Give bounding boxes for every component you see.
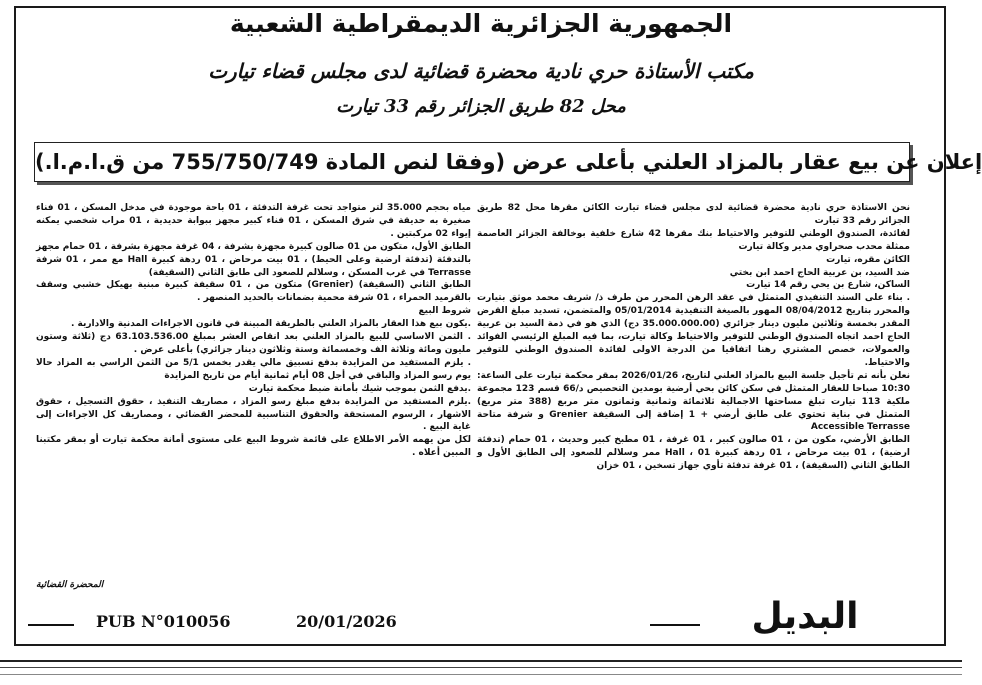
paragraph: الساكن، شارع بن يحي رقم 14 تيارت (746, 280, 910, 291)
left-column (36, 202, 471, 582)
paragraph: نعلن بأنه تم تأجيل جلسة البيع بالمزاد العلني لتاريخ، 2026/01/26 بمقر محكمة تيارت على الساعة: 10:30 صباحا للعقار المتمثل في سكن كائن بحي أرضية بومدين التحصيص د/66 قسم 123 مجموعة ملكية 113 تيارت تبلغ مساحتها الاجمالية ثلاثمائة وثمانية وثمانون متر مربع (388 متر مربع) المتمثل في بناية تحتوي على طابق أرضي + 1 إضافة إلى السقيفة Grenier و شرفة متاحة Accessible Terrasse (477, 370, 910, 433)
paragraph: الكائن مقره، تيارت (826, 254, 910, 265)
footer-rule-left (28, 624, 74, 626)
paragraph: الطابق الأرضي، مكون من ، 01 صالون كبير ، 01 غرفة ، 01 مطبخ كبير وحديث ، 01 حمام (تدفئة ارضية) ، 01 بيت مرحاض ، 01 ردهة كبيرة Hall ، 01 ممر وسلالم للصعود إلى الطابق الأول و الطابق الثاني (السقيفة) ، 01 غرفة تدفئة تأوي جهاز تسخين ، 01 خزان (477, 435, 911, 472)
paragraph: .يلزم المستفيد من المزايدة بدفع مبلغ رسو المزاد ، مصاريف التنفيذ ، حقوق التسجيل ، حقوق الاشهار ، الرسوم المستحقة والحقوق التناسبية للمحضر القضائي ، ومصاريف كل الاجراءات إلى غاية البيع . (36, 396, 471, 433)
page-rule (0, 667, 962, 668)
paragraph: . بناء على السند التنفيذي المتمثل في عقد الرهن المحرر من طرف ذ/ شريف محمد موثق بتيارت والمحرر بتاريخ 08/04/2012 المهور بالصيغة التنفيذية 05/01/2014 والمتضمن، تسديد مبلغ القرض المقدر بخمسة وثلاثين مليون دينار جزائري (35.000.000.00 دج) الذي هو في ذمة السيد بن عربية الحاج احمد اتجاه الصندوق الوطني للتوفير والاحتياط وكالة تيارت، بما فيه المبلغ الرئيسي الفوائد والعمولات، خصص المشتري رهنا اتفاقيا من الدرجة الاولى لفائدة الصندوق الوطني للتوفير والاحتياط. (477, 293, 911, 368)
section-heading: شروط البيع (418, 306, 471, 317)
pub-number: PUB N°010056 (96, 612, 231, 631)
paragraph: الطابق الأول، متكون من 01 صالون كبيرة مجهزة بشرفة ، 04 غرفة مجهزة بشرفة ، 01 حمام مجهز بالتدفئة (تدفئة ارضية وعلى الحيط) ، 01 بيت مرحاض ، 01 ردهة كبيرة Hall مع ممر ، 01 شرفة Terrasse في غرب المسكن ، وسلالم للصعود الى طابق الثاني (السقيفة) (36, 241, 471, 278)
publication-date: 20/01/2026 (296, 612, 397, 631)
paragraph: مياه بحجم 35.000 لتر متواجد تحت غرفة التدفئة ، 01 باحة موجودة في مدخل المسكن ، 01 فناء صغيرة به حديقة في شرق المسكن ، 01 فناء كبير مجهز ببوابة حديدية ، 01 مراب شخصي يمكنه إيواء 02 مركبتين . (36, 203, 471, 239)
paragraph: لكل من يهمه الأمر الاطلاع على قائمة شروط البيع على مستوى أمانة محكمة تيارت أو بمقر مكتبنا المبين أعلاه . (36, 435, 471, 459)
footer-rule-right (650, 624, 700, 626)
paragraph: . الثمن الاساسي للبيع بالمزاد العلني بعد انقاص العشر بمبلغ 63.103.536.00 دج (ثلاثة وستون مليون ومائة وثلاثة الف وخمسمائة وستة وثلاثون دينار جزائري) بأعلى عرض . (36, 332, 471, 355)
paragraph: .يدفع الثمن بموجب شيك بأمانة ضبط محكمة تيارت (248, 383, 471, 394)
right-column (477, 202, 910, 582)
notice-banner: إعلان عن بيع عقار بالمزاد العلني بأعلى عرض (وفقا لنص المادة 755/750/749 من ق.ا.م.ا.) (34, 142, 910, 182)
paragraph: الطابق الثاني (السقيفة) (Grenier) متكون من ، 01 سقيفة كبيرة مبنية بهيكل خشبي وسقف بالقرميد الحمراء ، 01 شرفة محمية بضمانات بالحديد المنصهر . (36, 280, 472, 304)
page-rule (0, 674, 962, 675)
office-address: محل 82 طريق الجزائر رقم 33 تيارت (336, 96, 626, 117)
paragraph: ضد السيد، بن عربية الحاج احمد ابن بختي (729, 267, 910, 278)
office-title: مكتب الأستاذة حري نادية محضرة قضائية لدى مجلس قضاء تيارت (208, 59, 754, 83)
paragraph: نحن الاستاذة حري نادية محضرة قضائية لدى مجلس قضاء تيارت الكائن مقرها محل 82 طريق الجزائر رقم 33 تيارت (477, 203, 910, 226)
republic-title: الجمهورية الجزائرية الديمقراطية الشعبية (229, 9, 733, 38)
page-rule (0, 660, 962, 662)
paragraph: . يلزم المستفيد من المزايدة بدفع تسبيق مالي يقدر بخمس 5/1 من الثمن الراسي به المزاد حالا يوم رسو المزاد والباقي في أجل 08 أيام ثمانية أيام من تاريخ المزايدة (36, 357, 471, 381)
signature: المحضرة القضائية (36, 580, 104, 590)
paragraph: .يكون بيع هذا العقار بالمزاد العلني بالطريقة المبينة في قانون الاجراءات المدنية والادارية . (70, 319, 471, 330)
paragraph: لفائدة، الصندوق الوطني للتوفير والاحتياط بنك مقرها 42 شارع خلفية بوخالفة الجزائر العاصمة ممثلة محدب صحراوي مدير وكالة تيارت (477, 228, 910, 252)
newspaper-logo: البديل (751, 596, 859, 637)
